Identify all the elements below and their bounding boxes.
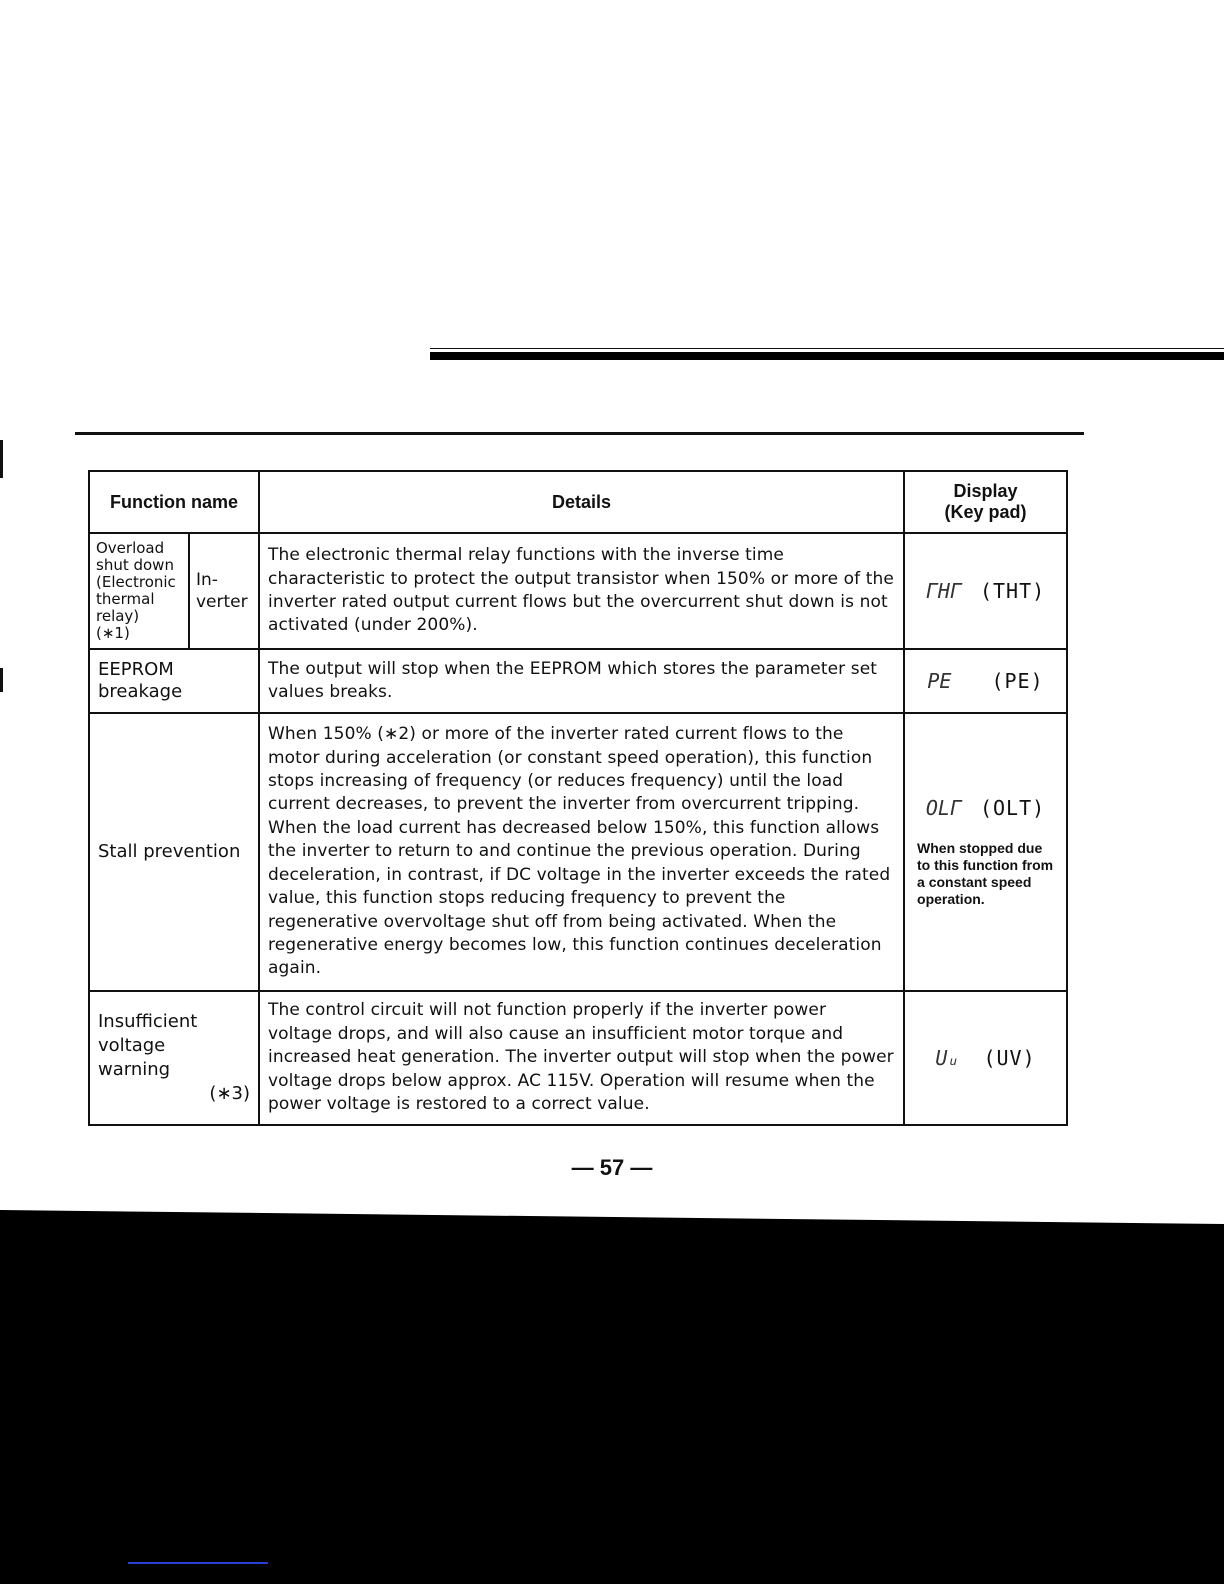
function-name-cell: Overload shut down (Electronic thermal relay) (∗1)	[89, 533, 189, 649]
table-row-overload	[89, 533, 1067, 649]
page-number: — 57 —	[571, 1155, 653, 1180]
scan-edge-mark	[0, 668, 3, 692]
display-code: (UV)	[983, 1046, 1036, 1070]
details-cell: The electronic thermal relay functions with the inverse time characteristic to protect the output transistor when 150% or more of the inverter rated output current flows but the overcurrent shut down is not activated (under 200%).	[259, 533, 904, 649]
function-name-cell	[89, 991, 259, 1125]
function-name-cell: Stall prevention	[89, 713, 259, 991]
scan-black-area	[0, 1210, 1224, 1584]
seven-segment-display: OLΓ	[925, 796, 962, 820]
details-cell: The control circuit will not function properly if the inverter power voltage drops, and will also cause an insufficient motor torque and increased heat generation. The inverter output will stop when the power voltage drops below approx. AC 115V. Operation will resume when the power voltage is restored to a correct value.	[259, 991, 904, 1125]
scan-edge-mark	[0, 440, 3, 478]
seven-segment-display: Uᵤ	[935, 1046, 960, 1070]
table-row-stall-prevention	[89, 713, 1067, 991]
scan-blue-line	[128, 1562, 268, 1564]
display-cell	[904, 533, 1067, 649]
table-row-insufficient-voltage	[89, 991, 1067, 1125]
display-cell	[904, 991, 1067, 1125]
display-cell	[904, 713, 1067, 991]
function-name-text: Insufficient voltage warning	[98, 1011, 198, 1080]
seven-segment-display: PE	[927, 669, 952, 693]
display-cell	[904, 649, 1067, 713]
header-display: Display (Key pad)	[904, 471, 1067, 533]
display-note: When stopped due to this function from a constant speed operation.	[917, 840, 1054, 907]
sub-function-cell: In- verter	[189, 533, 259, 649]
header-details: Details	[259, 471, 904, 533]
table-header-row	[89, 471, 1067, 533]
details-cell: The output will stop when the EEPROM which stores the parameter set values breaks.	[259, 649, 904, 713]
function-name-cell: EEPROM breakage	[89, 649, 259, 713]
table-row-eeprom	[89, 649, 1067, 713]
display-code: (THT)	[979, 579, 1046, 603]
display-code: (PE)	[991, 669, 1044, 693]
seven-segment-display: ΓΗΓ	[925, 579, 962, 603]
protection-function-table	[88, 470, 1068, 1126]
header-function-name: Function name	[89, 471, 259, 533]
details-cell: When 150% (∗2) or more of the inverter rated current flows to the motor during acceleration (or constant speed operation), this function stops increasing of frequency (or reduces frequency) until the load current decreases, to prevent the inverter from overcurrent tripping. When the load current has decreased below 150%, this function allows the inverter to return to and continue the previous operation. During deceleration, in contrast, if DC voltage in the inverter exceeds the rated value, this function stops reducing frequency to prevent the regenerative overvoltage shut off from being activated. When the regenerative energy becomes low, this function continues deceleration again.	[259, 713, 904, 991]
footnote-mark: (∗3)	[209, 1083, 251, 1104]
display-code: (OLT)	[979, 796, 1046, 820]
header-rule-line	[75, 432, 1084, 435]
top-rule-line	[430, 346, 1224, 360]
